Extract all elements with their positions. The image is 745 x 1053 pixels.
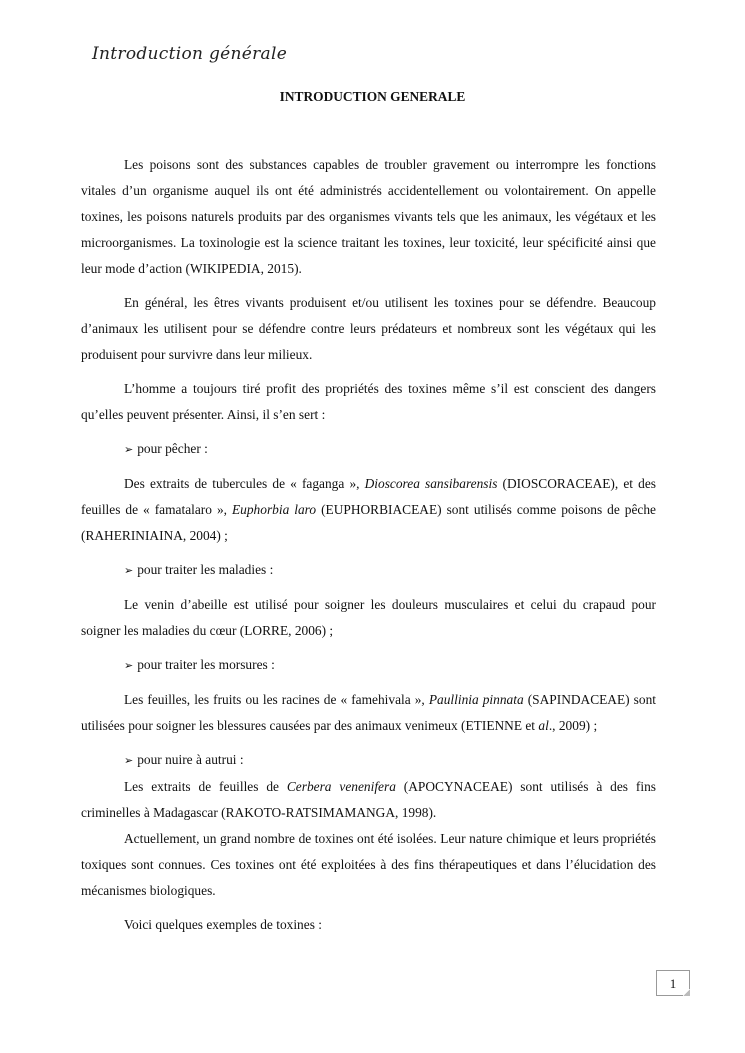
text-span: Les feuilles, les fruits ou les racines de « famehivala », — [124, 692, 429, 707]
page-title: INTRODUCTION GENERALE — [279, 89, 466, 104]
bullet-diseases — [81, 557, 656, 584]
paragraph-fishing — [81, 471, 656, 549]
arrow-bullet-icon: ➢ — [124, 444, 134, 456]
paragraph-defense: En général, les êtres vivants produisent et/ou utilisent les toxines pour se défendre. Beaucoup d’animaux les utilisent pour se défendre contre leurs prédateurs et nombreux sont les végétaux qui les produisent pour survivre dans leur milieux. — [81, 295, 656, 362]
bullet-label: pour traiter les morsures : — [137, 657, 275, 672]
text-span: (EUPHORBIACEAE) sont utilisés comme poisons de pêche (RAHERINIAINA, 2004) ; — [81, 502, 656, 543]
bullet-fishing — [81, 436, 656, 463]
running-header: Introduction générale — [92, 44, 288, 64]
species-name: Paullinia pinnata — [428, 692, 524, 707]
species-name: Cerbera venenifera — [286, 779, 396, 794]
paragraph-current: Actuellement, un grand nombre de toxines ont été isolées. Leur nature chimique et leurs propriétés toxiques sont connues. Ces toxines ont été exploitées à des fins thérapeutiques et dans l’élucidation des mécanismes biologiques. — [81, 831, 656, 898]
paragraph-bites — [81, 687, 656, 739]
text-span: (APOCYNACEAE) sont utilisés à des fins criminelles à Madagascar (RAKOTO-RATSIMAMANGA, 1998). — [81, 779, 656, 820]
text-span: (SAPINDACEAE) sont utilisées pour soigner les blessures causées par des animaux venimeux (ETIENNE et — [81, 692, 656, 733]
text-span: ., 2009) ; — [548, 718, 598, 733]
bullet-label: pour nuire à autrui : — [137, 752, 244, 767]
species-name: Dioscorea sansibarensis — [364, 476, 498, 491]
bullet-label: pour pêcher : — [137, 441, 208, 456]
text-span: Les extraits de feuilles de — [124, 779, 287, 794]
bullet-harm — [81, 747, 656, 774]
text-span: (DIOSCORACEAE), et des feuilles de « famatalaro », — [81, 476, 656, 517]
text-span: Des extraits de tubercules de « faganga », — [124, 476, 365, 491]
paragraph-diseases: Le venin d’abeille est utilisé pour soigner les douleurs musculaires et celui du crapaud pour soigner les maladies du cœur (LORRE, 2006) ; — [81, 597, 656, 638]
species-name: Euphorbia laro — [231, 502, 317, 517]
document-body — [81, 152, 656, 946]
paragraph-harm — [81, 774, 656, 826]
arrow-bullet-icon: ➢ — [124, 755, 134, 767]
arrow-bullet-icon: ➢ — [124, 565, 134, 577]
paragraph-examples: Voici quelques exemples de toxines : — [124, 917, 322, 932]
arrow-bullet-icon: ➢ — [124, 660, 134, 672]
paragraph-human-use: L’homme a toujours tiré profit des propriétés des toxines même s’il est conscient des dangers qu’elles peuvent présenter. Ainsi, il s’en sert : — [81, 381, 656, 422]
citation-al: al — [538, 718, 549, 733]
bullet-label: pour traiter les maladies : — [137, 562, 274, 577]
page-number: 1 — [656, 970, 690, 996]
bullet-bites — [81, 652, 656, 679]
paragraph-intro: Les poisons sont des substances capables de troubler gravement ou interrompre les fonctions vitales d’un organisme auquel ils ont été administrés accidentellement ou volontairement. On appelle toxines, les poisons naturels produits par des organismes vivants tels que les animaux, les végétaux et les microorganismes. La toxinologie est la science traitant les toxines, leur toxicité, leur spécificité ainsi que leur mode d’action (WIKIPEDIA, 2015). — [81, 157, 656, 276]
